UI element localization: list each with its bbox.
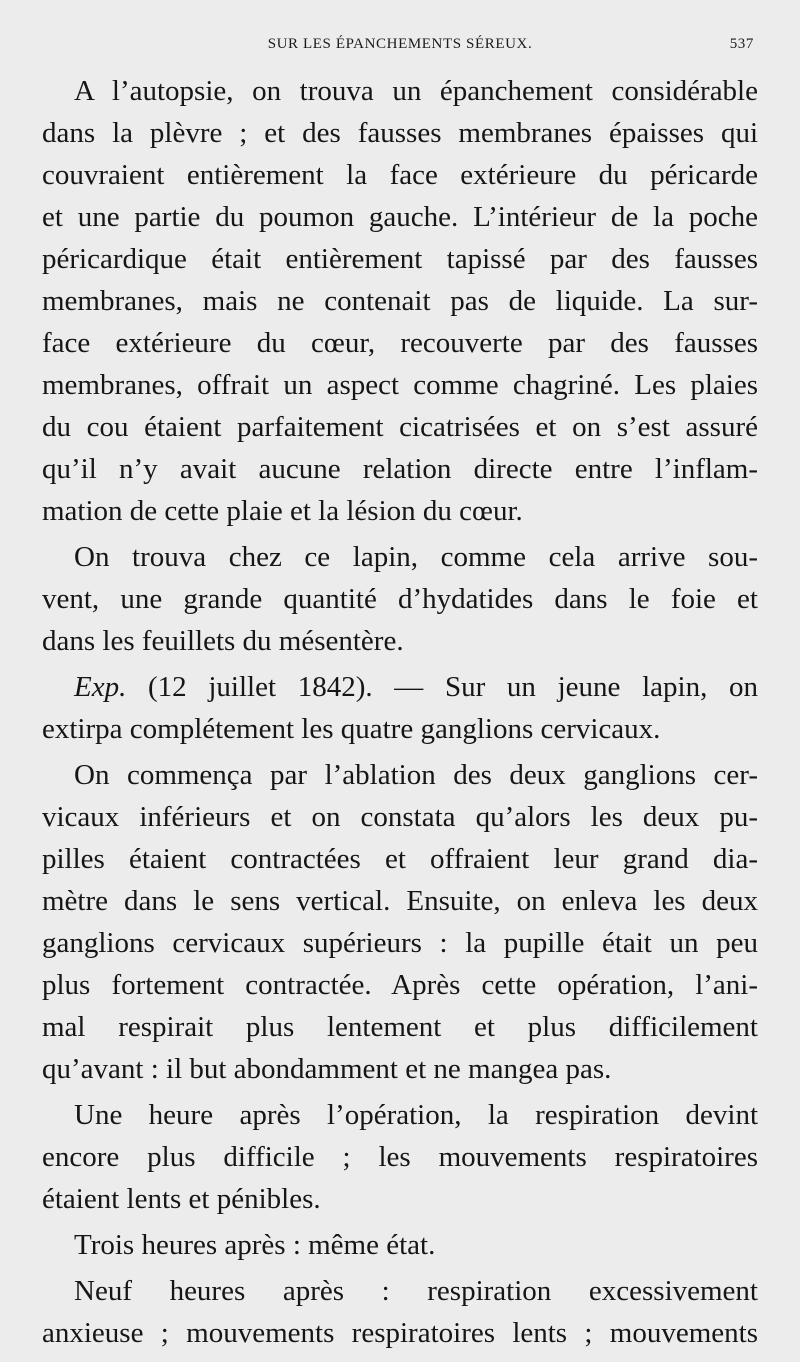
body-text: [42, 70, 758, 1358]
text-line: du cou étaient parfaitement cicatrisées et on s’est assuré: [42, 411, 758, 443]
text-line: mal respirait plus lentement et plus difficilement: [42, 1011, 758, 1043]
page-number: 537: [729, 36, 754, 52]
text-line: péricardique était entièrement tapissé par des fausses: [42, 243, 758, 275]
paragraph: [42, 1094, 758, 1220]
exp-date-text: (12 juillet 1842). — Sur un jeune lapin, on: [126, 671, 758, 703]
text-line: On commença par l’ablation des deux ganglions cer-: [74, 759, 758, 791]
text-line: dans les feuillets du mésentère.: [42, 625, 404, 657]
paragraph: [42, 1224, 758, 1266]
text-line: anxieuse ; mouvements respiratoires lents ; mouvements: [42, 1317, 758, 1349]
text-line: On trouva chez ce lapin, comme cela arrive sou-: [74, 541, 758, 573]
exp-label: Exp.: [74, 671, 127, 703]
paragraph: [42, 70, 758, 532]
text-line: plus fortement contractée. Après cette opération, l’ani-: [42, 969, 758, 1001]
text-line: qu’il n’y avait aucune relation directe entre l’inflam-: [42, 453, 758, 485]
text-line: membranes, offrait un aspect comme chagriné. Les plaies: [42, 369, 758, 401]
text-line: membranes, mais ne contenait pas de liquide. La sur-: [42, 285, 758, 317]
text-line: dans la plèvre ; et des fausses membranes épaisses qui: [42, 117, 758, 149]
text-line: Neuf heures après : respiration excessivement: [74, 1275, 758, 1307]
paragraph: [42, 754, 758, 1090]
text-line: couvraient entièrement la face extérieure du péricarde: [42, 159, 758, 191]
text-line: pilles étaient contractées et offraient leur grand dia-: [42, 843, 758, 875]
text-line: Une heure après l’opération, la respiration devint: [74, 1099, 758, 1131]
text-line: Trois heures après : même état.: [74, 1229, 436, 1261]
paragraph: [42, 1270, 758, 1354]
text-line: mation de cette plaie et la lésion du cœur.: [42, 495, 523, 527]
text-line: vicaux inférieurs et on constata qu’alors les deux pu-: [42, 801, 758, 833]
text-line: ganglions cervicaux supérieurs : la pupille était un peu: [42, 927, 758, 959]
text-line: face extérieure du cœur, recouverte par des fausses: [42, 327, 758, 359]
text-line: qu’avant : il but abondamment et ne mangea pas.: [42, 1053, 612, 1085]
text-line: extirpa complétement les quatre ganglions cervicaux.: [42, 713, 661, 745]
running-head: [0, 36, 800, 56]
text-line: vent, une grande quantité d’hydatides dans le foie et: [42, 583, 758, 615]
text-line: [42, 666, 758, 708]
paragraph: [42, 536, 758, 662]
running-title: SUR LES ÉPANCHEMENTS SÉREUX.: [267, 36, 533, 52]
text-line: mètre dans le sens vertical. Ensuite, on enleva les deux: [42, 885, 758, 917]
paragraph-experiment: [42, 666, 758, 750]
text-line: et une partie du poumon gauche. L’intérieur de la poche: [42, 201, 758, 233]
text-line: encore plus difficile ; les mouvements respiratoires: [42, 1141, 758, 1173]
text-line: étaient lents et pénibles.: [42, 1183, 321, 1215]
text-line: A l’autopsie, on trouva un épanchement considérable: [74, 75, 758, 107]
